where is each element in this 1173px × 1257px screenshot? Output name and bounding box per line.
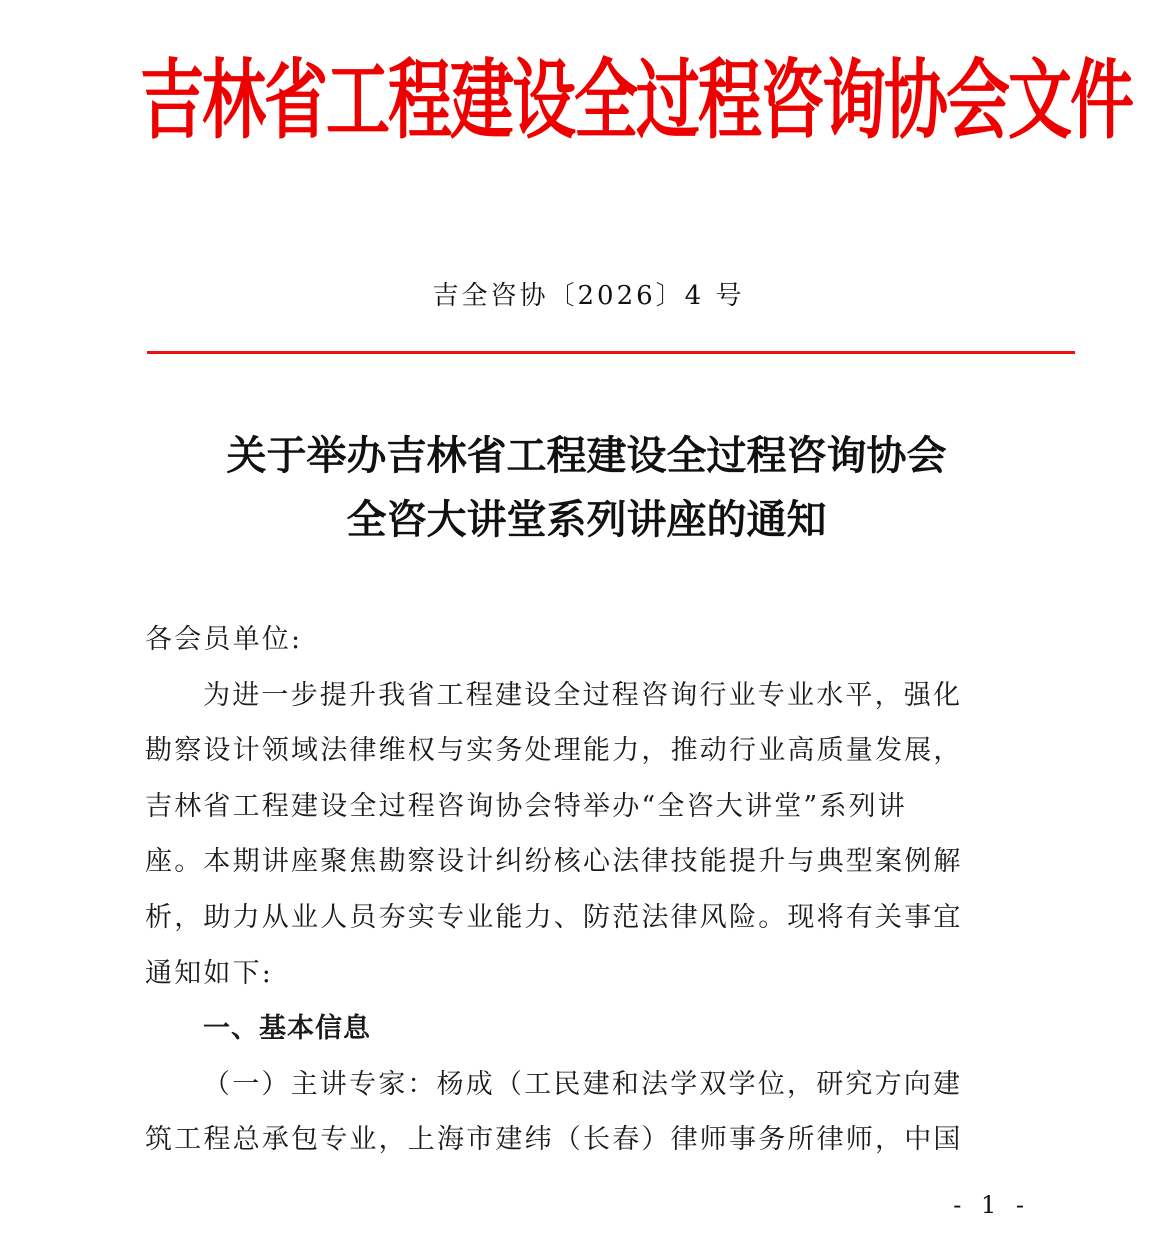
title-line-2: 全咨大讲堂系列讲座的通知 [346,496,827,543]
organization-red-header: 吉林省工程建设全过程咨询协会文件 [140,51,1132,152]
document-title [0,424,1173,552]
salutation: 各会员单位: [145,624,303,655]
paragraph-line: 勘察设计领域法律维权与实务处理能力，推动行业高质量发展， [145,735,963,767]
paragraph-line: 吉林省工程建设全过程咨询协会特举办“全咨大讲堂”系列讲 [145,790,908,822]
title-line-1: 关于举办吉林省工程建设全过程咨询协会 [226,432,947,479]
red-divider-rule [147,351,1075,354]
paragraph-line: 座。本期讲座聚焦勘察设计纠纷核心法律技能提升与典型案例解 [145,846,963,878]
document-body [145,612,1030,1168]
page-number: - 1 - [953,1191,1030,1219]
section-paragraph-line: （一）主讲专家：杨成（工民建和法学双学位，研究方向建 [203,1068,963,1100]
section-paragraph-line: 筑工程总承包专业，上海市建纬（长春）律师事务所律师，中国 [145,1124,963,1156]
section-heading-basic-info: 一、基本信息 [203,1013,371,1045]
paragraph-line: 为进一步提升我省工程建设全过程咨询行业专业水平，强化 [203,679,963,711]
paragraph-line: 通知如下: [145,957,274,989]
paragraph-line: 析，助力从业人员夯实专业能力、防范法律风险。现将有关事宜 [145,901,963,933]
document-number: 吉全咨协〔2026〕4 号 [432,281,745,311]
